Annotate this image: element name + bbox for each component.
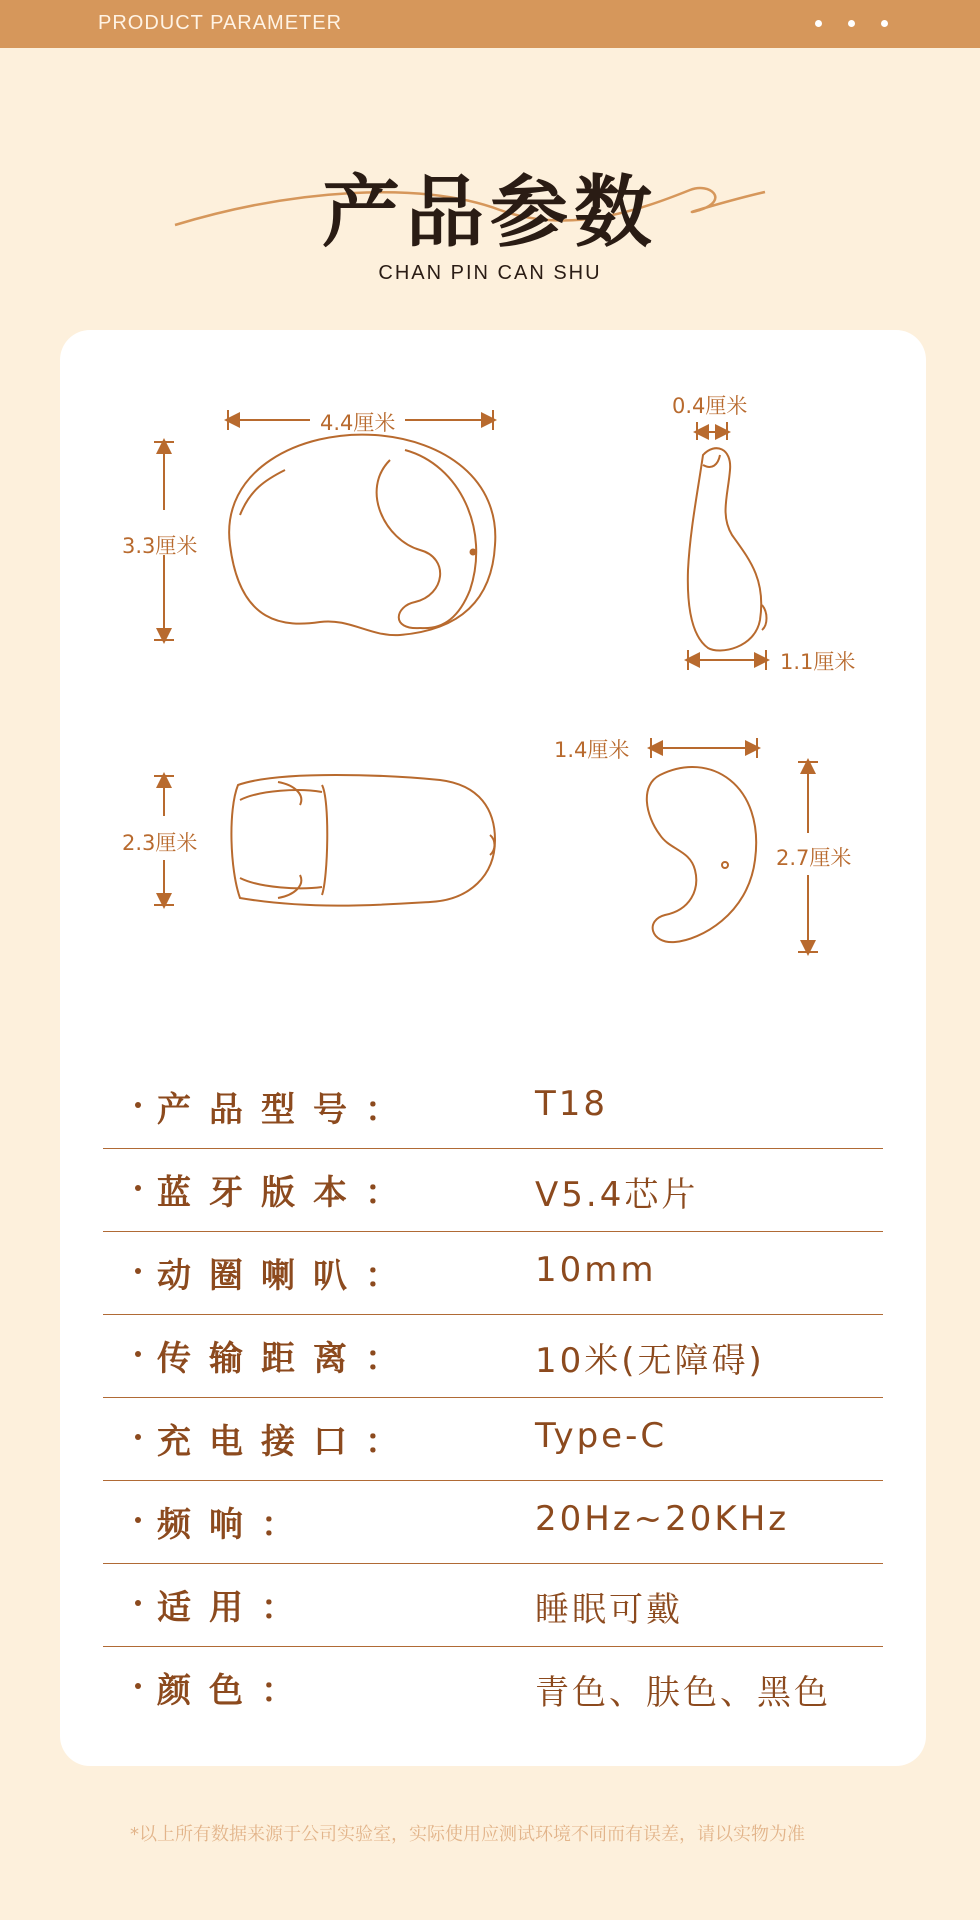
spec-row [103, 1647, 883, 1730]
spec-label: 频响： [157, 1505, 313, 1545]
spec-value: 睡眠可戴 [535, 1590, 683, 1630]
front-height-label: 3.3厘米 [122, 534, 198, 558]
bullet-dot [135, 1185, 141, 1191]
bullet-dot [135, 1268, 141, 1274]
spec-value: 青色、肤色、黑色 [535, 1673, 831, 1713]
spec-row [103, 1564, 883, 1647]
spec-label: 蓝牙版本： [157, 1173, 417, 1213]
spec-label: 充电接口： [157, 1422, 417, 1462]
bullet-dot [135, 1351, 141, 1357]
spec-row [103, 1398, 883, 1481]
product-dimension-diagram [60, 330, 926, 1030]
spec-row [103, 1481, 883, 1564]
spec-value: V5.4芯片 [535, 1175, 699, 1215]
spec-label: 颜色： [157, 1671, 313, 1711]
spec-table [103, 1066, 883, 1730]
side-bottom-label: 1.1厘米 [780, 650, 856, 674]
front-width-label: 4.4厘米 [320, 411, 396, 435]
spec-value: T18 [535, 1084, 609, 1124]
spec-value: 20Hz~20KHz [535, 1499, 790, 1539]
spec-row [103, 1315, 883, 1398]
spec-row [103, 1149, 883, 1232]
page-title: 产品参数 [321, 168, 658, 258]
side-top-label: 0.4厘米 [672, 394, 748, 418]
spec-row [103, 1066, 883, 1149]
top-view-height-label: 2.3厘米 [122, 831, 198, 855]
ear-height-label: 2.7厘米 [776, 846, 852, 870]
spec-row [103, 1232, 883, 1315]
ear-width-label: 1.4厘米 [554, 738, 630, 762]
spec-value: 10米(无障碍) [535, 1341, 765, 1381]
bullet-dot [135, 1517, 141, 1523]
spec-label: 动圈喇叭： [157, 1256, 417, 1296]
bullet-dot [135, 1683, 141, 1689]
bullet-dot [135, 1434, 141, 1440]
disclaimer-footnote: *以上所有数据来源于公司实验室，实际使用应测试环境不同而有误差，请以实物为准 [130, 1824, 805, 1845]
spec-label: 适用： [157, 1588, 313, 1628]
top-banner [0, 0, 980, 48]
spec-value: 10mm [535, 1250, 657, 1290]
banner-label: PRODUCT PARAMETER [98, 12, 343, 34]
spec-value: Type-C [535, 1416, 668, 1456]
spec-label: 产品型号： [157, 1090, 417, 1130]
bullet-dot [135, 1102, 141, 1108]
page-subtitle: CHAN PIN CAN SHU [378, 262, 602, 284]
bullet-dot [135, 1600, 141, 1606]
spec-label: 传输距离： [157, 1339, 417, 1379]
